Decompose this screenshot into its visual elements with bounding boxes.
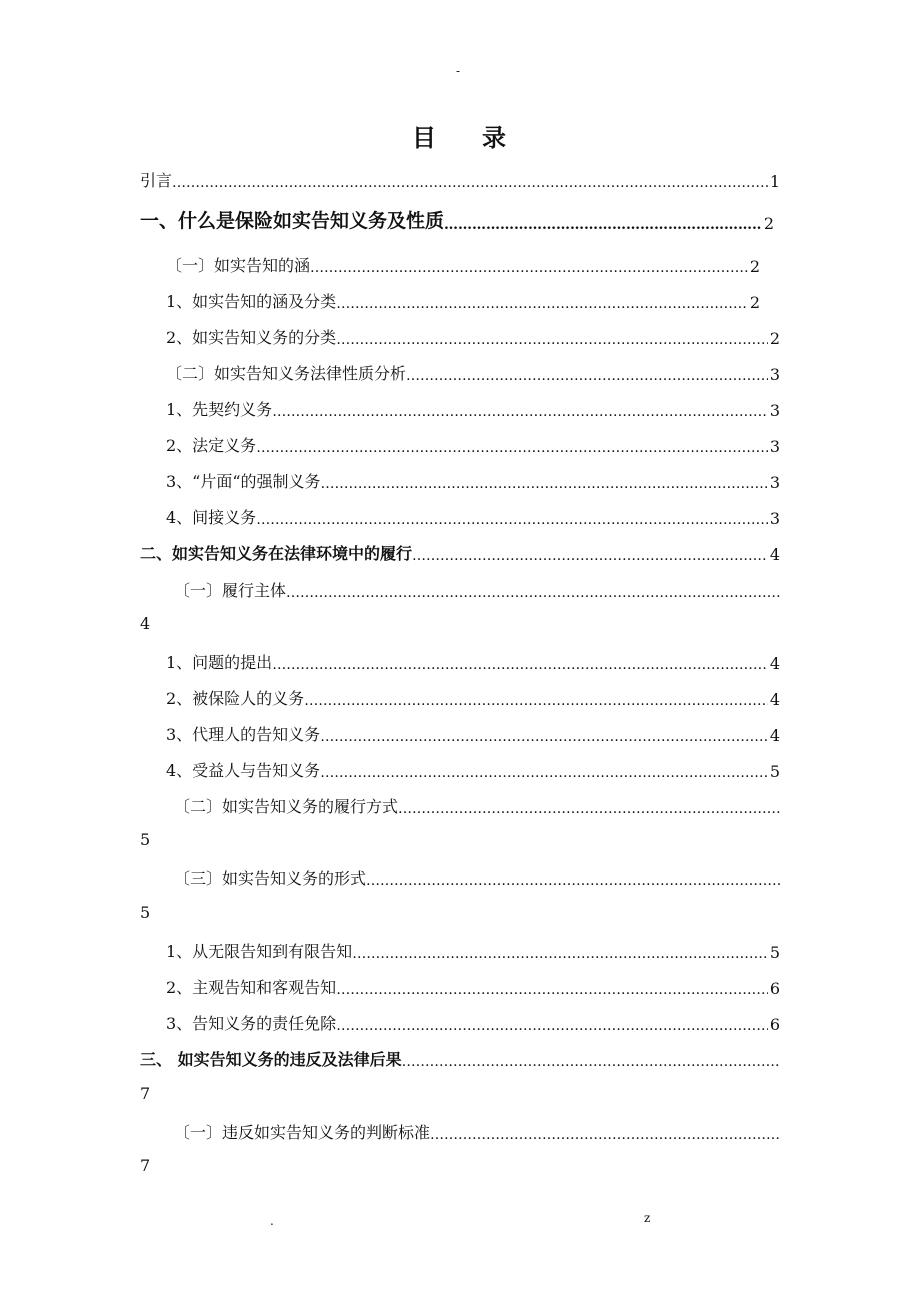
- toc-entry[interactable]: [166, 469, 780, 492]
- toc-entry[interactable]: [166, 758, 780, 781]
- toc-page: 3: [769, 365, 780, 384]
- toc-label: 2、如实告知义务的分类: [166, 328, 337, 347]
- toc-label: 3、“片面“的强制义务: [166, 472, 321, 491]
- toc-page: 4: [769, 654, 780, 673]
- toc-entry[interactable]: [166, 397, 780, 420]
- toc-leader: [406, 368, 768, 384]
- toc-page: 2: [763, 214, 774, 233]
- toc-page: 3: [769, 473, 780, 492]
- toc-entry[interactable]: [166, 361, 780, 384]
- title-part-2: 录: [482, 123, 508, 152]
- toc-label: 〔三〕如实告知义务的形式: [174, 869, 367, 888]
- toc-entry[interactable]: [166, 253, 760, 276]
- title-part-1: 目: [412, 123, 438, 152]
- toc-label: 〔一〕违反如实告知义务的判断标准: [174, 1123, 431, 1142]
- toc-leader: [320, 765, 768, 781]
- toc-entry[interactable]: [140, 206, 774, 233]
- toc-label: 1、先契约义务: [166, 400, 273, 419]
- footer-right-mark: z: [644, 1211, 651, 1225]
- toc-entry[interactable]: [174, 794, 780, 817]
- toc-label: 3、代理人的告知义务: [166, 725, 321, 744]
- toc-leader: [304, 693, 768, 709]
- toc-page: 2: [769, 329, 780, 348]
- toc-entry[interactable]: [166, 433, 780, 456]
- toc-label: 2、被保险人的义务: [166, 689, 305, 708]
- toc-entry[interactable]: [166, 975, 780, 998]
- toc-leader: [256, 512, 768, 528]
- toc-leader: [430, 1127, 780, 1143]
- toc-label: 3、告知义务的责任免除: [166, 1014, 337, 1033]
- toc-leader: [398, 801, 780, 817]
- toc-leader: [256, 440, 768, 456]
- toc-label: 2、法定义务: [166, 436, 257, 455]
- header-mark: -: [456, 64, 461, 78]
- toc-entry[interactable]: [140, 541, 780, 564]
- toc-leader: [366, 873, 780, 889]
- toc-page: 5: [140, 903, 151, 922]
- toc-label: 〔二〕如实告知义务法律性质分析: [166, 364, 407, 383]
- toc-leader: [402, 1054, 780, 1070]
- toc-label: 2、主观告知和客观告知: [166, 978, 337, 997]
- toc-page: 4: [769, 545, 780, 564]
- toc-page: 7: [140, 1156, 151, 1175]
- toc-entry[interactable]: [166, 722, 780, 745]
- toc-leader: [310, 260, 748, 276]
- toc-leader: [272, 657, 768, 673]
- toc-page: 4: [140, 614, 151, 633]
- toc-entry[interactable]: [140, 1047, 780, 1070]
- toc-page: 2: [749, 257, 760, 276]
- toc-entry[interactable]: [166, 1011, 780, 1034]
- toc-page: 4: [769, 690, 780, 709]
- toc-leader: [352, 946, 768, 962]
- toc-entry[interactable]: [166, 939, 780, 962]
- toc-page: 5: [140, 830, 151, 849]
- toc-label: 〔一〕如实告知的涵: [166, 256, 311, 275]
- toc-entry[interactable]: [140, 168, 780, 191]
- toc-page: 5: [769, 943, 780, 962]
- toc-page: 6: [769, 979, 780, 998]
- toc-page: 5: [769, 762, 780, 781]
- toc-leader: [336, 296, 748, 312]
- toc-leader: [286, 585, 780, 601]
- toc-leader: [272, 404, 768, 420]
- toc-leader: [336, 1018, 768, 1034]
- toc-label: 二、如实告知义务在法律环境中的履行: [140, 544, 413, 563]
- toc-label: 〔二〕如实告知义务的履行方式: [174, 797, 399, 816]
- toc-page: 6: [769, 1015, 780, 1034]
- toc-label: 三、 如实告知义务的违反及法律后果: [140, 1050, 402, 1069]
- toc-label: 1、问题的提出: [166, 653, 273, 672]
- toc-entry[interactable]: [174, 578, 780, 601]
- toc-entry[interactable]: [166, 289, 760, 312]
- toc-entry[interactable]: [166, 686, 780, 709]
- toc-label: 1、从无限告知到有限告知: [166, 942, 353, 961]
- toc-entry[interactable]: [174, 866, 780, 889]
- toc-label: 一、什么是保险如实告知义务及性质: [140, 210, 445, 232]
- toc-entry[interactable]: [166, 505, 780, 528]
- toc-page: 4: [769, 726, 780, 745]
- toc-label: 引言: [140, 171, 173, 190]
- toc-entry[interactable]: [166, 325, 780, 348]
- toc-page: 7: [140, 1084, 151, 1103]
- toc-leader: [320, 729, 768, 745]
- toc-page: 3: [769, 401, 780, 420]
- page-title: [0, 118, 920, 153]
- toc-label: 4、间接义务: [166, 508, 257, 527]
- toc-page: 2: [749, 293, 760, 312]
- toc-label: 1、如实告知的涵及分类: [166, 292, 337, 311]
- toc-entry[interactable]: [166, 650, 780, 673]
- toc-leader: [412, 548, 768, 564]
- toc-leader: [336, 982, 768, 998]
- toc-page: 1: [769, 172, 780, 191]
- toc-page: 3: [769, 437, 780, 456]
- toc-page: 3: [769, 509, 780, 528]
- toc-leader: [172, 175, 768, 191]
- toc-label: 〔一〕履行主体: [174, 581, 287, 600]
- toc-leader: [444, 217, 762, 233]
- footer-left-mark: .: [270, 1214, 274, 1228]
- toc-leader: [321, 476, 768, 492]
- toc-leader: [336, 332, 768, 348]
- toc-entry[interactable]: [174, 1120, 780, 1143]
- toc-label: 4、受益人与告知义务: [166, 761, 321, 780]
